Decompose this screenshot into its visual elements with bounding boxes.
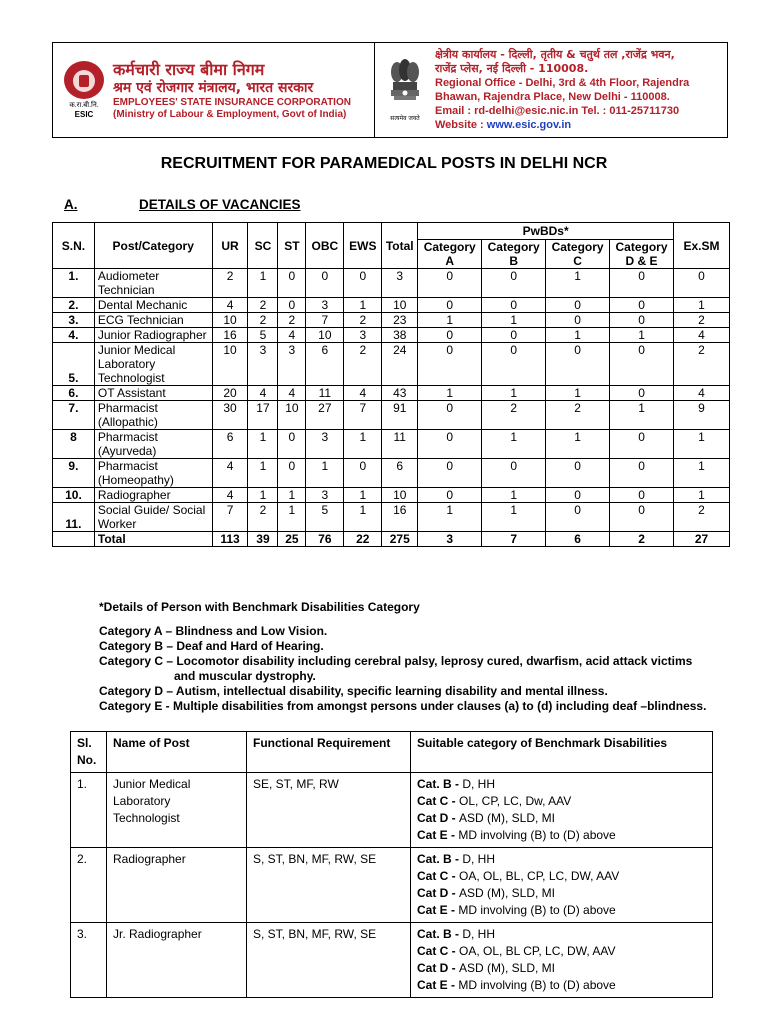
note-cat-d: Category D – Autism, intellectual disability, specific learning disability and mental illness. [99,684,608,698]
row-c: 0 [546,343,610,386]
row-st: 0 [278,430,306,459]
row-post: OT Assistant [94,386,212,401]
row-sn: 11. [53,503,95,532]
row-de: 0 [610,298,674,313]
row-total: 38 [382,328,418,343]
total-sc: 39 [248,532,278,547]
suitable-category-line [417,851,706,868]
header-ews: EWS [344,223,382,269]
suitable-category-line [417,827,706,844]
row-sc: 2 [248,313,278,328]
suitable-category-key: Cat E - [417,903,459,917]
row-c: 0 [546,459,610,488]
row-sc: 4 [248,386,278,401]
row-st: 1 [278,503,306,532]
logo-text-hindi: क.रा.बी.नि. [69,102,99,109]
suitable-category-key: Cat C - [417,869,459,883]
row-de: 0 [610,459,674,488]
req-row-func: SE, ST, MF, RW [247,773,411,848]
pwbd-notes [99,600,706,714]
row-obc: 0 [306,269,344,298]
table-row [53,313,730,328]
row-obc: 10 [306,328,344,343]
row-total: 91 [382,401,418,430]
suitable-category-key: Cat C - [417,794,459,808]
row-total: 16 [382,503,418,532]
table-row [53,488,730,503]
req-row-sl: 1. [71,773,107,848]
row-b: 0 [482,328,546,343]
suitable-category-value: OA, OL, BL CP, LC, DW, AAV [459,944,616,958]
row-exsm: 2 [674,313,730,328]
header-st: ST [278,223,306,269]
row-post: Social Guide/ Social Worker [94,503,212,532]
table-row [53,328,730,343]
letterhead [52,42,728,138]
row-exsm: 1 [674,459,730,488]
total-total: 275 [382,532,418,547]
section-a-letter: A. [64,197,78,212]
row-b: 1 [482,488,546,503]
row-post: Audiometer Technician [94,269,212,298]
row-c: 1 [546,386,610,401]
header-sn: S.N. [53,223,95,269]
row-ews: 2 [344,343,382,386]
table-row [53,298,730,313]
req-row-name: Radiographer [107,848,247,923]
suitable-category-key: Cat E - [417,828,459,842]
note-cat-a: Category A – Blindness and Low Vision. [99,624,328,638]
total-obc: 76 [306,532,344,547]
row-ur: 16 [212,328,248,343]
page-title: RECRUITMENT FOR PARAMEDICAL POSTS IN DELHI NCR [160,155,608,172]
total-cat-de: 2 [610,532,674,547]
row-st: 3 [278,343,306,386]
row-sn: 1. [53,269,95,298]
table-row [53,343,730,386]
row-de: 0 [610,503,674,532]
suitable-category-key: Cat D - [417,811,459,825]
row-ews: 1 [344,298,382,313]
row-obc: 6 [306,343,344,386]
suitable-category-key: Cat C - [417,944,459,958]
row-b: 1 [482,503,546,532]
suitable-category-line [417,926,706,943]
requirement-table [70,731,713,998]
row-total: 10 [382,488,418,503]
total-label: Total [94,532,212,547]
row-sc: 5 [248,328,278,343]
header-exsm: Ex.SM [674,223,730,269]
letterhead-left [53,43,375,137]
suitable-category-line [417,885,706,902]
row-ews: 3 [344,328,382,343]
row-sc: 1 [248,430,278,459]
row-a: 0 [418,430,482,459]
suitable-category-value: MD involving (B) to (D) above [458,978,616,992]
row-b: 1 [482,313,546,328]
suitable-category-line [417,902,706,919]
row-obc: 5 [306,503,344,532]
row-ur: 4 [212,459,248,488]
req-header-func: Functional Requirement [247,732,411,773]
total-ews: 22 [344,532,382,547]
row-st: 0 [278,269,306,298]
row-ur: 2 [212,269,248,298]
row-sn: 8 [53,430,95,459]
row-post: Pharmacist (Homeopathy) [94,459,212,488]
vacancy-table [52,222,730,547]
suitable-category-value: ASD (M), SLD, MI [459,961,556,975]
row-sc: 1 [248,269,278,298]
header-sc: SC [248,223,278,269]
row-c: 0 [546,313,610,328]
section-a-title: DETAILS OF VACANCIES [139,197,301,212]
website-label: Website : [435,119,487,131]
header-cat-c: Category C [546,240,610,269]
row-ur: 20 [212,386,248,401]
row-post: Dental Mechanic [94,298,212,313]
row-sc: 1 [248,459,278,488]
req-header-name: Name of Post [107,732,247,773]
row-sn: 10. [53,488,95,503]
ministry-name-en: (Ministry of Labour & Employment, Govt of India) [113,108,347,120]
row-c: 1 [546,269,610,298]
total-cat-b: 7 [482,532,546,547]
row-sc: 2 [248,298,278,313]
row-ur: 7 [212,503,248,532]
row-obc: 3 [306,430,344,459]
row-de: 0 [610,313,674,328]
table-row [53,401,730,430]
suitable-category-key: Cat D - [417,886,459,900]
row-c: 2 [546,401,610,430]
address-en-line2: Bhawan, Rajendra Place, New Delhi - 110008. [435,91,670,103]
row-total: 6 [382,459,418,488]
row-b: 0 [482,269,546,298]
req-row [71,773,713,848]
suitable-category-value: D, HH [462,777,496,791]
header-cat-a: Category A [418,240,482,269]
req-row-suitable [411,773,713,848]
row-de: 1 [610,328,674,343]
header-ur: UR [212,223,248,269]
row-st: 0 [278,459,306,488]
row-post: Pharmacist (Ayurveda) [94,430,212,459]
total-ur: 113 [212,532,248,547]
suitable-category-value: OA, OL, BL, CP, LC, DW, AAV [459,869,620,883]
row-b: 0 [482,298,546,313]
address-hindi-line1: क्षेत्रीय कार्यालय - दिल्ली, तृतीय & चतुर्थ तल ,राजेंद्र भवन, [435,48,675,61]
suitable-category-value: MD involving (B) to (D) above [458,903,616,917]
header-cat-b: Category B [482,240,546,269]
row-exsm: 4 [674,386,730,401]
req-row-suitable [411,923,713,998]
note-cat-c-cont: and muscular dystrophy. [174,669,316,683]
row-sn: 3. [53,313,95,328]
ashoka-emblem-icon [388,58,422,112]
row-obc: 27 [306,401,344,430]
row-de: 0 [610,430,674,459]
row-post: Junior Radiographer [94,328,212,343]
total-cat-c: 6 [546,532,610,547]
req-row-name: Jr. Radiographer [107,923,247,998]
total-row [53,532,730,547]
row-exsm: 4 [674,328,730,343]
row-de: 1 [610,401,674,430]
row-ur: 6 [212,430,248,459]
suitable-category-key: Cat. B - [417,777,463,791]
contact-email-tel: Email : rd-delhi@esic.nic.in Tel. : 011-25711730 [435,105,680,117]
ministry-name-hindi: श्रम एवं रोजगार मंत्रालय, भारत सरकार [113,79,314,96]
row-b: 2 [482,401,546,430]
row-a: 0 [418,328,482,343]
header-obc: OBC [306,223,344,269]
suitable-category-value: ASD (M), SLD, MI [459,886,556,900]
row-a: 0 [418,459,482,488]
row-c: 1 [546,430,610,459]
address-hindi-line2: राजेंद्र प्लेस, नई दिल्ली - 110008. [435,62,589,75]
row-exsm: 1 [674,298,730,313]
table-row [53,503,730,532]
row-exsm: 1 [674,430,730,459]
suitable-category-line [417,793,706,810]
row-sn: 2. [53,298,95,313]
row-obc: 3 [306,298,344,313]
row-a: 1 [418,386,482,401]
suitable-category-key: Cat D - [417,961,459,975]
suitable-category-value: MD involving (B) to (D) above [458,828,616,842]
req-row-sl: 3. [71,923,107,998]
logo-text-en: ESIC [74,110,94,119]
row-ur: 4 [212,488,248,503]
row-exsm: 2 [674,343,730,386]
row-de: 0 [610,386,674,401]
row-sn: 7. [53,401,95,430]
row-c: 0 [546,488,610,503]
suitable-category-line [417,810,706,827]
row-sn: 9. [53,459,95,488]
row-a: 0 [418,488,482,503]
row-ews: 7 [344,401,382,430]
row-ews: 1 [344,488,382,503]
esic-logo-icon [64,61,104,99]
row-ews: 2 [344,313,382,328]
suitable-category-line [417,868,706,885]
row-post: Junior Medical Laboratory Technologist [94,343,212,386]
row-total: 3 [382,269,418,298]
total-exsm: 27 [674,532,730,547]
row-ur: 4 [212,298,248,313]
row-exsm: 9 [674,401,730,430]
row-post: Radiographer [94,488,212,503]
row-total: 43 [382,386,418,401]
table-row [53,430,730,459]
row-de: 0 [610,343,674,386]
note-cat-e: Category E - Multiple disabilities from amongst persons under clauses (a) to (d) including deaf –blindness. [99,699,707,713]
org-name-en: EMPLOYEES' STATE INSURANCE CORPORATION [113,96,351,108]
row-st: 0 [278,298,306,313]
row-sn: 5. [53,343,95,386]
national-emblem [375,58,435,122]
req-row-suitable [411,848,713,923]
suitable-category-line [417,960,706,977]
req-row-func: S, ST, BN, MF, RW, SE [247,923,411,998]
website-line [435,118,689,132]
row-exsm: 2 [674,503,730,532]
row-b: 1 [482,430,546,459]
row-sc: 3 [248,343,278,386]
suitable-category-line [417,776,706,793]
row-post: ECG Technician [94,313,212,328]
row-obc: 3 [306,488,344,503]
row-exsm: 1 [674,488,730,503]
row-post: Pharmacist (Allopathic) [94,401,212,430]
notes-heading: *Details of Person with Benchmark Disabilities Category [99,600,420,614]
row-de: 0 [610,488,674,503]
address-en-line1: Regional Office - Delhi, 3rd & 4th Floor, Rajendra [435,77,690,89]
row-st: 4 [278,386,306,401]
row-total: 24 [382,343,418,386]
row-total: 11 [382,430,418,459]
row-c: 1 [546,328,610,343]
table-row [53,459,730,488]
table-row [53,269,730,298]
row-a: 0 [418,298,482,313]
row-ews: 1 [344,430,382,459]
letterhead-right [375,43,727,137]
row-c: 0 [546,298,610,313]
row-sc: 2 [248,503,278,532]
row-st: 10 [278,401,306,430]
req-row-func: S, ST, BN, MF, RW, SE [247,848,411,923]
req-row [71,923,713,998]
total-cat-a: 3 [418,532,482,547]
row-de: 0 [610,269,674,298]
suitable-category-value: ASD (M), SLD, MI [459,811,556,825]
row-a: 1 [418,313,482,328]
header-cat-de: Category D & E [610,240,674,269]
header-total: Total [382,223,418,269]
row-a: 0 [418,401,482,430]
row-obc: 1 [306,459,344,488]
suitable-category-value: OL, CP, LC, Dw, AAV [459,794,572,808]
suitable-category-line [417,943,706,960]
emblem-motto: सत्यमेव जयते [390,115,420,122]
suitable-category-value: D, HH [462,852,496,866]
req-row-sl: 2. [71,848,107,923]
table-row [53,386,730,401]
row-c: 0 [546,503,610,532]
row-ews: 0 [344,269,382,298]
suitable-category-key: Cat. B - [417,927,463,941]
note-cat-b: Category B – Deaf and Hard of Hearing. [99,639,324,653]
suitable-category-key: Cat E - [417,978,459,992]
suitable-category-line [417,977,706,994]
row-ews: 1 [344,503,382,532]
row-ews: 4 [344,386,382,401]
req-header-sl: Sl. No. [71,732,107,773]
row-sc: 1 [248,488,278,503]
row-a: 0 [418,269,482,298]
row-sn: 6. [53,386,95,401]
row-sn: 4. [53,328,95,343]
row-st: 2 [278,313,306,328]
req-row-name: Junior Medical Laboratory Technologist [107,773,247,848]
header-post: Post/Category [94,223,212,269]
row-sc: 17 [248,401,278,430]
row-b: 0 [482,343,546,386]
suitable-category-key: Cat. B - [417,852,463,866]
website-link[interactable]: www.esic.gov.in [486,119,572,131]
row-ur: 30 [212,401,248,430]
row-obc: 11 [306,386,344,401]
row-ews: 0 [344,459,382,488]
row-st: 1 [278,488,306,503]
row-obc: 7 [306,313,344,328]
row-ur: 10 [212,313,248,328]
header-pwbd: PwBDs* [418,223,674,240]
note-cat-c: Category C – Locomotor disability including cerebral palsy, leprosy cured, dwarfism, acid attack victims [99,654,693,668]
row-b: 0 [482,459,546,488]
row-ur: 10 [212,343,248,386]
row-exsm: 0 [674,269,730,298]
esic-logo [59,61,109,119]
row-total: 23 [382,313,418,328]
row-a: 0 [418,343,482,386]
req-header-suitable: Suitable category of Benchmark Disabilities [411,732,713,773]
req-row [71,848,713,923]
row-total: 10 [382,298,418,313]
row-st: 4 [278,328,306,343]
org-name-hindi: कर्मचारी राज्य बीमा निगम [113,59,265,79]
suitable-category-value: D, HH [462,927,496,941]
row-b: 1 [482,386,546,401]
row-a: 1 [418,503,482,532]
total-st: 25 [278,532,306,547]
